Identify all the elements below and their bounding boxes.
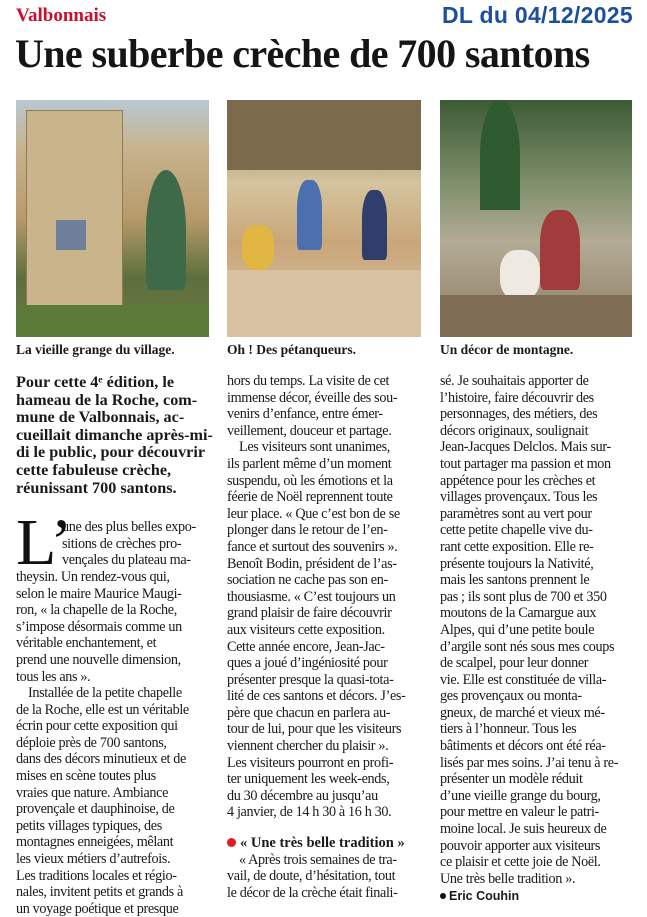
text-line: d’une vieille grange du bourg, <box>440 787 601 804</box>
text-line: dans des décors minutieux et de <box>16 751 186 768</box>
article-column-3 <box>440 373 634 903</box>
photo-detail-tree <box>146 170 186 290</box>
article-column-1 <box>16 371 216 917</box>
text-line: s’impose désormais comme un <box>16 618 182 635</box>
photo-detail-backdrop <box>227 100 421 170</box>
text-line: thousiasme. « C’est toujours un <box>227 588 396 605</box>
text-line: sitions de crèches pro- <box>62 535 182 552</box>
drop-cap: L’ <box>16 506 73 580</box>
text-line: décors originaux, soulignait <box>440 422 589 439</box>
bullet-icon <box>440 893 446 899</box>
red-bullet-icon <box>227 838 236 847</box>
text-line: vail, de doute, d’hésitation, tout <box>227 868 396 885</box>
text-line: fance et surtout des souvenirs ». <box>227 538 398 555</box>
text-line: personnages, des métiers, des <box>440 406 598 423</box>
photo-detail-ground <box>227 270 421 337</box>
text-line: du 30 décembre au jusqu’au <box>227 787 378 804</box>
column-2-body-after-subheading <box>227 852 427 902</box>
text-line: moutons de la Camargue aux <box>440 605 597 622</box>
text-line: vraies que nature. Ambiance <box>16 784 169 801</box>
text-line: ter uniquement les week-ends, <box>227 771 390 788</box>
text-line: ges provençaux ou monta- <box>440 688 582 705</box>
text-line: gneux, de marché et vieux mé- <box>440 704 605 721</box>
photo-detail-tree <box>480 100 520 210</box>
text-line: Les visiteurs pourront en profi- <box>227 754 394 771</box>
text-line: lité de ces santons et décors. J’es- <box>227 688 406 705</box>
text-line: Les traditions locales et régio- <box>16 867 177 884</box>
text-line: tous les ans ». <box>16 668 91 685</box>
date-stamp: DL du 04/12/2025 <box>441 2 633 28</box>
lede-line: réunissant 700 santons. <box>16 478 177 497</box>
subheading-text: « Une très belle tradition » <box>240 835 405 852</box>
lede-line: mune de Valbonnais, ac- <box>16 408 185 427</box>
photo-detail-figure <box>242 225 274 270</box>
lede-line: di le public, pour découvrir <box>16 443 206 462</box>
text-line: Installée de la petite chapelle <box>28 685 182 702</box>
text-line: viennent chercher du plaisir ». <box>227 738 389 755</box>
text-line: écrin pour cette exposition qui <box>16 718 178 735</box>
lede-line: hameau de la Roche, com- <box>16 390 198 409</box>
text-line: theysin. Un rendez-vous qui, <box>16 568 170 585</box>
text-line: un voyage poétique et presque <box>16 900 179 917</box>
text-line: petits villages typiques, des <box>16 817 162 834</box>
text-line: veillement, douceur et partage. <box>227 422 392 439</box>
text-line: Alpes, qui d’une petite boule <box>440 621 595 638</box>
text-line: pour mettre en valeur le patri- <box>440 804 599 821</box>
text-line: mises en scène toutes plus <box>16 768 156 785</box>
section-rubric: Valbonnais <box>16 5 107 26</box>
text-line: venirs d’enfance, entre émer- <box>227 406 383 423</box>
photo-caption-1: La vieille grange du village. <box>16 342 175 357</box>
text-line: immense décor, éveille des sou- <box>227 389 398 406</box>
text-line: villages provençaux. Tous les <box>440 489 598 506</box>
photo-detail-figure <box>362 190 387 260</box>
photo-caption-3: Un décor de montagne. <box>440 342 574 357</box>
text-line: véritable enchantement, et <box>16 635 157 652</box>
text-line: rant cette exposition. Elle re- <box>440 538 594 555</box>
text-line: une des plus belles expo- <box>62 519 196 536</box>
text-line: Une très belle tradition ». <box>440 870 576 887</box>
text-line: 4 janvier, de 14 h 30 à 16 h 30. <box>227 804 392 821</box>
article-lede <box>16 374 216 497</box>
text-line: tiers à l’honneur. Tous les <box>440 721 577 738</box>
photo-detail-goat <box>500 250 540 300</box>
text-line: de scalpel, pour leur donner <box>440 655 589 672</box>
text-line: mais les santons prennent le <box>440 572 590 589</box>
photo-detail-figure <box>297 180 322 250</box>
column-2-body <box>227 373 427 821</box>
text-line: Les visiteurs sont unanimes, <box>239 439 390 456</box>
text-line: vie. Elle est constituée de villa- <box>440 671 607 688</box>
text-line: grand plaisir de faire découvrir <box>227 605 392 622</box>
text-line: pas ; ils sont plus de 700 et 350 <box>440 588 607 605</box>
photo-detail-grass <box>16 305 209 337</box>
text-line: moine local. Je suis heureux de <box>440 821 607 838</box>
text-line: sé. Je souhaitais apporter de <box>440 373 589 389</box>
text-line: suspendu, où les émotions et la <box>227 472 393 489</box>
photo-detail-ground <box>440 295 632 337</box>
text-line: père que chacun en parlera au- <box>227 704 391 721</box>
text-line: paramètres sont au vert pour <box>440 505 592 522</box>
column-1-body <box>16 569 216 917</box>
text-line: ques a joué d’ingéniosité pour <box>227 655 388 672</box>
photo-detail-figure <box>540 210 580 290</box>
subheading <box>227 835 427 852</box>
photo-detail-barn <box>26 110 123 322</box>
photo-montagne <box>440 100 632 337</box>
text-line: présenter presque la quasi-tota- <box>227 671 394 688</box>
text-line: le décor de la crèche était finali- <box>227 884 398 901</box>
column-3-body <box>440 373 634 887</box>
text-line: Jean-Jacques Delclos. Mais sur- <box>440 439 611 456</box>
text-line: pouvoir apporter aux visiteurs <box>440 837 601 854</box>
text-line: ils parlent même d’un moment <box>227 455 392 472</box>
text-line: selon le maire Maurice Maugi- <box>16 585 182 602</box>
text-line: provençale et dauphinoise, de <box>16 801 175 818</box>
author-signature <box>440 889 634 903</box>
text-line: plonger dans le retour de l’en- <box>227 522 388 539</box>
text-line: Benoît Bodin, président de l’as- <box>227 555 397 572</box>
article-headline: Une suberbe crèche de 700 santons <box>15 31 590 76</box>
photo-caption-2: Oh ! Des pétanqueurs. <box>227 342 357 357</box>
text-line: hors du temps. La visite de cet <box>227 373 390 389</box>
text-line: les vieux métiers d’autrefois. <box>16 851 171 868</box>
text-line: ron, « la chapelle de la Roche, <box>16 602 177 619</box>
photo-petanque <box>227 100 421 337</box>
text-line: appétence pour les crèches et <box>440 472 596 489</box>
text-line: leur place. « Que c’est bon de se <box>227 505 400 522</box>
text-line: de la Roche, elle est un véritable <box>16 701 189 718</box>
text-line: déploie près de 700 santons, <box>16 734 167 751</box>
text-line: nales, invitent petits et grands à <box>16 884 183 901</box>
photo-grange <box>16 100 209 337</box>
text-line: l’histoire, faire découvrir des <box>440 389 594 406</box>
text-line: ce plaisir et cette joie de Noël. <box>440 854 601 871</box>
article-column-2 <box>227 373 427 901</box>
lede-line: Pour cette 4ᵉ édition, le <box>16 373 175 391</box>
author-name: Eric Couhin <box>449 889 520 904</box>
text-line: « Après trois semaines de tra- <box>239 851 397 868</box>
text-line: féerie de Noël reprennent toute <box>227 489 393 506</box>
text-line: tout partager ma passion et mon <box>440 455 611 472</box>
text-line: prend une nouvelle dimension, <box>16 651 181 668</box>
text-line: Cette année encore, Jean-Jac- <box>227 638 385 655</box>
text-line: bâtiments et décors ont été réa- <box>440 738 606 755</box>
lede-line: cueillait dimanche après-mi- <box>16 425 213 444</box>
photo-detail-window <box>56 220 86 250</box>
text-line: sociation ne cache pas son en- <box>227 572 388 589</box>
text-line: aux visiteurs cette exposition. <box>227 621 385 638</box>
text-line: lisés par mes soins. J’ai tenu à re- <box>440 754 619 771</box>
text-line: montagnes enneigées, mêlant <box>16 834 174 851</box>
text-line: d’argile sont nés sous mes coups <box>440 638 615 655</box>
text-line: présenter un modèle réduit <box>440 771 583 788</box>
text-line: présente toujours la Nativité, <box>440 555 594 572</box>
text-line: vençales du plateau ma- <box>62 552 191 569</box>
lede-line: cette fabuleuse crèche, <box>16 460 172 479</box>
text-line: cette petite chapelle vive du- <box>440 522 593 539</box>
text-line: tour de lui, pour que les visiteurs <box>227 721 402 738</box>
